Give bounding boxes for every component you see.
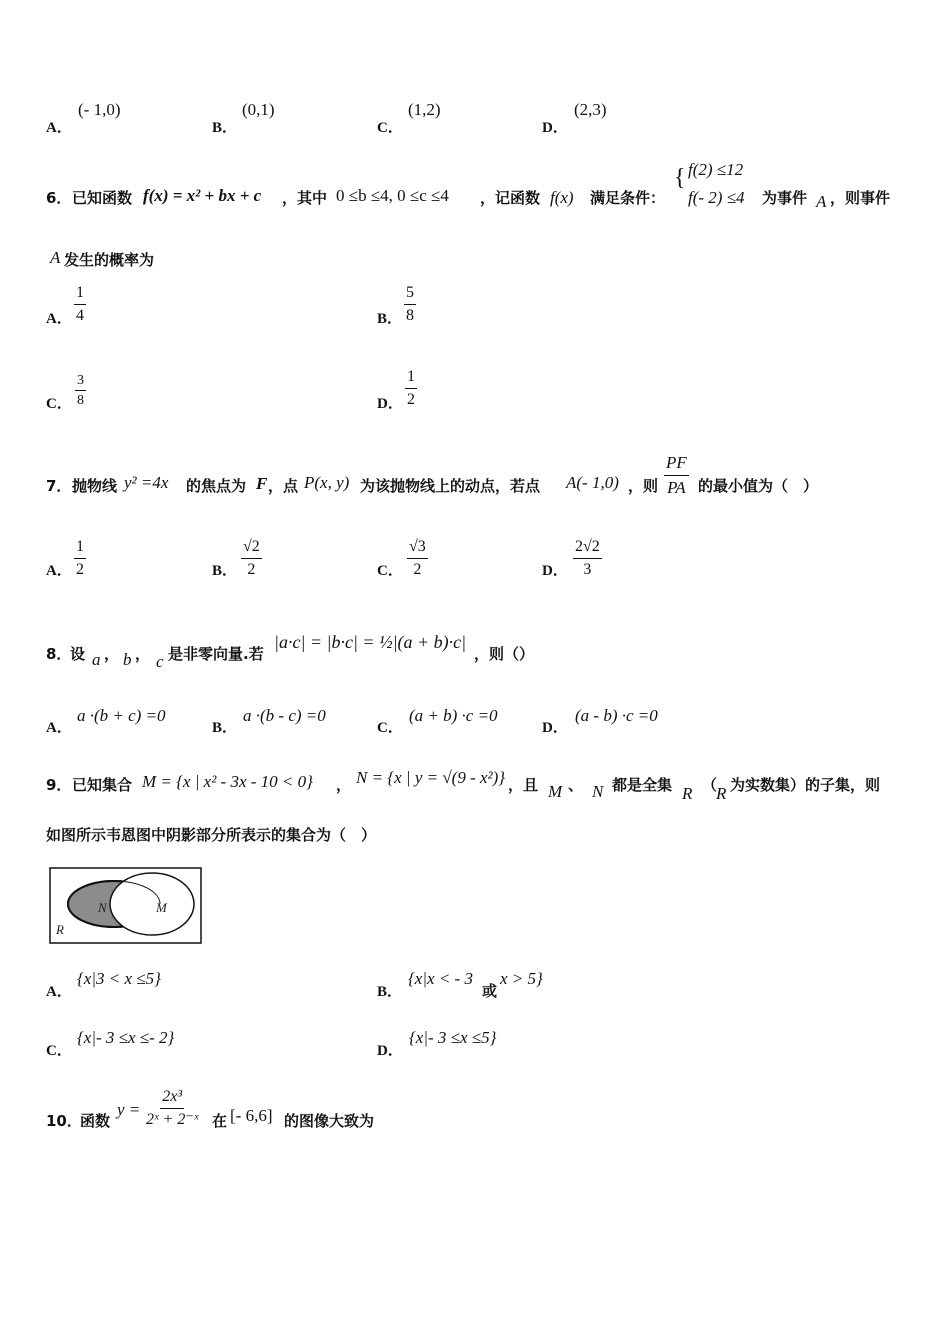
denominator: 8 bbox=[77, 393, 84, 408]
numerator: 1 bbox=[74, 537, 86, 559]
q5-option-a-value: (- 1,0) bbox=[78, 100, 121, 119]
q9-option-c-expr: {x|- 3 ≤x ≤- 2} bbox=[77, 1028, 175, 1047]
q8-number: 8． bbox=[46, 645, 72, 663]
q5-option-c-label: C． bbox=[377, 120, 403, 136]
q6-condition-1: f(2) ≤12 bbox=[688, 160, 744, 179]
q7-text-5: ，则 bbox=[628, 477, 659, 495]
q9-option-c-label: C． bbox=[46, 1043, 72, 1059]
q8-vector-b: b bbox=[123, 650, 132, 669]
numerator: 3 bbox=[75, 372, 86, 391]
q7-option-c-fraction bbox=[407, 537, 428, 580]
q9-sep: 、 bbox=[568, 776, 584, 794]
q7-text-2: 的焦点为 bbox=[186, 477, 247, 495]
numerator: 1 bbox=[74, 283, 86, 305]
q9-set-n: N = {x | y = √(9 - x²)} bbox=[356, 768, 506, 787]
numerator: 2√2 bbox=[573, 537, 602, 559]
q9-option-d-expr: {x|- 3 ≤x ≤5} bbox=[409, 1028, 497, 1047]
venn-label-r: R bbox=[56, 922, 64, 937]
q7-option-c-label: C． bbox=[377, 563, 403, 579]
q9-text-1: 已知集合 bbox=[72, 776, 133, 794]
q5-option-c-value: (1,2) bbox=[408, 100, 441, 119]
denominator: 2 bbox=[413, 561, 422, 578]
q9-option-d-label: D． bbox=[377, 1043, 403, 1059]
q6-text-3: ，记函数 bbox=[480, 189, 541, 207]
q9-option-b-expr: {x|x < - 3 bbox=[408, 969, 473, 988]
q7-text-1: 抛物线 bbox=[72, 477, 118, 495]
q6-option-b-label: B． bbox=[377, 311, 403, 327]
q9-m: M bbox=[548, 782, 563, 801]
q7-option-a-fraction bbox=[74, 537, 86, 580]
q10-function-fraction bbox=[144, 1087, 200, 1130]
q9-option-a-expr: {x|3 < x ≤5} bbox=[77, 969, 161, 988]
q10-interval: [- 6,6] bbox=[230, 1106, 273, 1125]
q6-option-a-fraction bbox=[74, 283, 86, 326]
q7-option-b-fraction bbox=[241, 537, 262, 580]
q9-option-b-expr-2: x > 5} bbox=[500, 969, 543, 988]
numerator: √2 bbox=[241, 537, 262, 559]
denominator: 2ˣ + 2⁻ˣ bbox=[146, 1111, 199, 1128]
q5-option-b-value: (0,1) bbox=[242, 100, 275, 119]
q7-text-4: 为该抛物线上的动点，若点 bbox=[360, 477, 541, 495]
q8-condition: |a·c| = |b·c| = ½|(a + b)·c| bbox=[274, 632, 467, 652]
numerator: 1 bbox=[405, 367, 417, 389]
q7-text-6: 的最小值为（ ） bbox=[698, 477, 819, 495]
q6-event: A bbox=[816, 192, 827, 211]
numerator: PF bbox=[664, 452, 689, 476]
numerator: 2x³ bbox=[160, 1087, 184, 1109]
q8-text-1: 设 bbox=[70, 645, 86, 663]
q7-option-d-fraction bbox=[573, 537, 602, 580]
denominator: 2 bbox=[76, 561, 84, 578]
q6-option-b-fraction bbox=[404, 283, 416, 326]
q6-option-d-label: D． bbox=[377, 396, 403, 412]
venn-label-n: N bbox=[98, 900, 107, 915]
q6-function-def: f(x) = x² + bx + c bbox=[143, 186, 262, 205]
q5-option-a-label: A． bbox=[46, 120, 72, 136]
q9-comma: ， bbox=[336, 776, 352, 794]
venn-diagram bbox=[48, 866, 204, 946]
q6-brace: { bbox=[674, 165, 686, 191]
q8-vector-a: a bbox=[92, 650, 101, 669]
denominator: 2 bbox=[247, 561, 256, 578]
denominator: PA bbox=[667, 478, 686, 497]
q6-line2-text: 发生的概率为 bbox=[64, 251, 155, 269]
q9-text-3: 都是全集 bbox=[612, 776, 673, 794]
q9-set-m: M = {x | x² - 3x - 10 < 0} bbox=[142, 772, 313, 791]
q8-vector-c: c bbox=[156, 652, 164, 671]
q10-number: 10． bbox=[46, 1112, 82, 1130]
q6-text-2: ，其中 bbox=[282, 189, 328, 207]
q8-comma-1: ， bbox=[104, 645, 120, 663]
denominator: 4 bbox=[76, 307, 84, 324]
q6-option-d-fraction bbox=[405, 367, 417, 410]
q6-text-1: 已知函数 bbox=[72, 189, 133, 207]
q10-text-3: 的图像大致为 bbox=[284, 1112, 375, 1130]
q7-option-d-label: D． bbox=[542, 563, 568, 579]
q8-option-b-expr: a ·(b - c) =0 bbox=[243, 706, 326, 725]
q9-line-2: 如图所示韦恩图中阴影部分所表示的集合为（ ） bbox=[46, 826, 377, 844]
q9-r-2: R bbox=[716, 784, 727, 803]
q9-text-4: （ bbox=[702, 776, 718, 794]
q9-text-5: 为实数集）的子集，则 bbox=[730, 776, 881, 794]
q9-number: 9． bbox=[46, 776, 72, 794]
q8-option-c-label: C． bbox=[377, 720, 403, 736]
q6-line2-var: A bbox=[50, 248, 61, 267]
venn-label-m: M bbox=[156, 900, 167, 915]
q6-text-6: ，则事件 bbox=[830, 189, 891, 207]
q5-option-b-label: B． bbox=[212, 120, 238, 136]
q9-option-a-label: A． bbox=[46, 984, 72, 1000]
q10-text-2: 在 bbox=[212, 1112, 228, 1130]
set-m-circle bbox=[110, 873, 194, 935]
q5-option-d-label: D． bbox=[542, 120, 568, 136]
q8-option-a-label: A． bbox=[46, 720, 72, 736]
q7-focus: F bbox=[256, 474, 268, 493]
q7-parabola: y² =4x bbox=[124, 473, 169, 492]
q8-option-d-label: D． bbox=[542, 720, 568, 736]
q8-option-b-label: B． bbox=[212, 720, 238, 736]
q8-comma-2: ， bbox=[135, 645, 151, 663]
q9-option-b-or: 或 bbox=[482, 982, 498, 1000]
numerator: 5 bbox=[404, 283, 416, 305]
q6-number: 6． bbox=[46, 189, 72, 207]
q8-text-3: ，则（） bbox=[474, 645, 535, 663]
q8-option-d-expr: (a - b) ·c =0 bbox=[575, 706, 658, 725]
q7-option-a-label: A． bbox=[46, 563, 72, 579]
q8-option-a-expr: a ·(b + c) =0 bbox=[77, 706, 166, 725]
q6-option-c-label: C． bbox=[46, 396, 72, 412]
q7-point-a: A(- 1,0) bbox=[566, 473, 619, 492]
q6-text-5: 为事件 bbox=[762, 189, 808, 207]
q7-ratio-fraction bbox=[664, 452, 689, 499]
q7-point-p: P(x, y) bbox=[304, 473, 350, 492]
q6-option-a-label: A． bbox=[46, 311, 72, 327]
q9-r: R bbox=[682, 784, 693, 803]
denominator: 8 bbox=[406, 307, 414, 324]
denominator: 2 bbox=[407, 391, 415, 408]
q7-text-3: ，点 bbox=[268, 477, 299, 495]
q9-n: N bbox=[592, 782, 604, 801]
q5-option-d-value: (2,3) bbox=[574, 100, 607, 119]
q9-text-2: ，且 bbox=[508, 776, 539, 794]
q7-option-b-label: B． bbox=[212, 563, 238, 579]
q6-fx: f(x) bbox=[550, 188, 574, 207]
q8-option-c-expr: (a + b) ·c =0 bbox=[409, 706, 498, 725]
q6-text-4: 满足条件： bbox=[590, 189, 666, 207]
denominator: 3 bbox=[583, 561, 592, 578]
q8-text-2: 是非零向量.若 bbox=[168, 645, 264, 663]
q6-ranges: 0 ≤b ≤4, 0 ≤c ≤4 bbox=[336, 186, 449, 205]
q6-option-c-fraction bbox=[75, 372, 86, 409]
q9-option-b-label: B． bbox=[377, 984, 403, 1000]
numerator: √3 bbox=[407, 537, 428, 559]
q10-text-1: 函数 bbox=[80, 1112, 111, 1130]
q10-y-equals: y = bbox=[117, 1100, 141, 1119]
q6-condition-2: f(- 2) ≤4 bbox=[688, 188, 745, 207]
q7-number: 7． bbox=[46, 477, 72, 495]
